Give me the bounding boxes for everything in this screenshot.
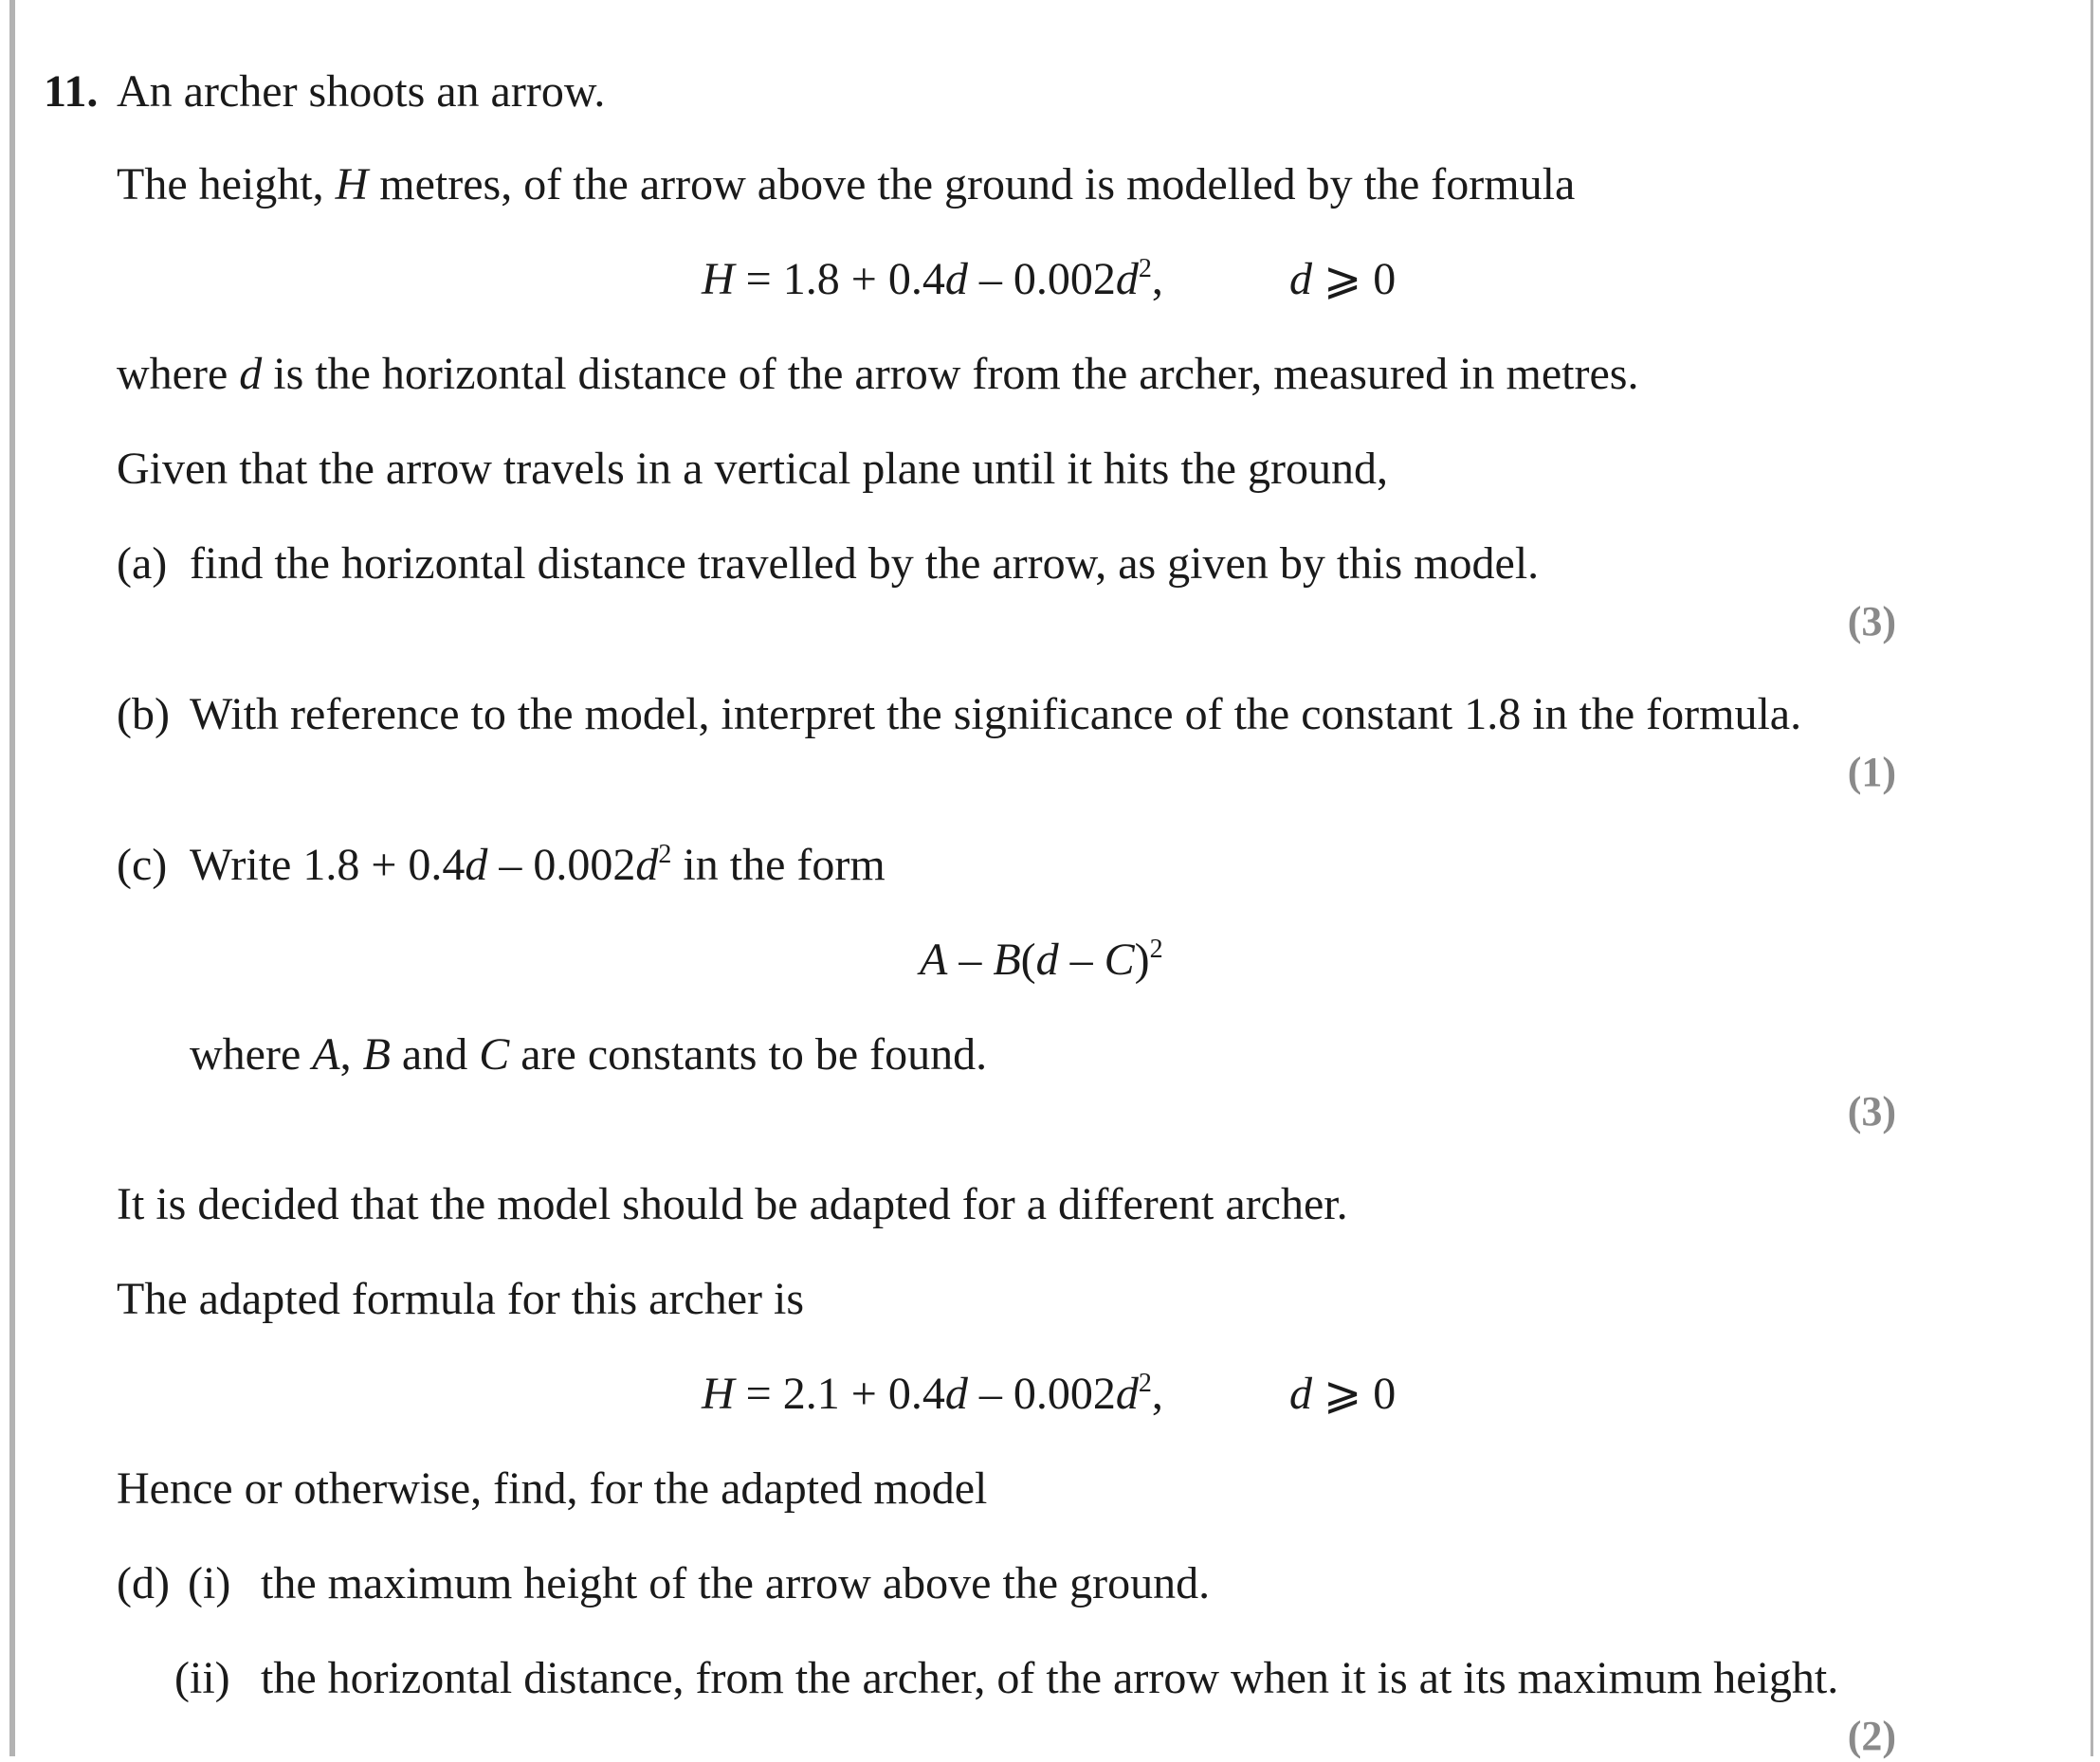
form-C: C [1104,935,1135,985]
adapt-statement-2: The adapted formula for this archer is [117,1274,805,1324]
formula-1-d2: d [1115,254,1139,304]
part-c-where-post: are constants to be found. [509,1029,988,1080]
part-c-label: (c) [117,840,168,890]
question-number: 11. [44,66,99,117]
part-c-exp: 2 [658,840,672,869]
part-d-i-text: the maximum height of the arrow above the ground. [261,1558,1211,1608]
height-text-post: metres, of the arrow above the ground is modelled by the formula [368,159,1576,209]
formula-2-d2: d [1115,1369,1139,1419]
where-d-description [117,347,1638,402]
form-minus: – [947,935,994,985]
formula-2-lhs: H [702,1369,735,1419]
formula-2-eq: = 2.1 + 0.4 [734,1369,945,1419]
question-header [44,64,98,119]
formula-2-mid: – 0.002 [967,1369,1116,1419]
part-c-C: C [479,1029,510,1080]
formula-2-d1: d [944,1369,968,1419]
form-open-paren: ( [1020,935,1036,985]
formula-1-eq: = 1.8 + 0.4 [734,254,945,304]
formula-1-comma: , [1151,254,1163,304]
formula-2-cond-var: d [1289,1369,1312,1419]
where-post: is the horizontal distance of the arrow from the archer, measured in metres. [262,349,1639,399]
part-b-text: With reference to the model, interpret the significance of the constant 1.8 in the formula. [190,689,1802,739]
form-exp: 2 [1149,935,1163,964]
formula-1-cond-var: d [1289,254,1312,304]
given-statement: Given that the arrow travels in a vertical plane until it hits the ground, [117,444,1388,494]
part-a-text: find the horizontal distance travelled by the arrow, as given by this model. [190,538,1540,589]
part-d-label: (d) [117,1558,170,1608]
where-pre: where [117,349,240,399]
part-c-B: B [362,1029,391,1080]
part-a-marks: (3) [1847,598,1896,645]
formula-1-lhs: H [702,254,735,304]
part-c-text-pre: Write 1.8 + 0.4 [190,840,466,890]
part-d-ii-label: (ii) [174,1653,230,1703]
form-d: d [1035,935,1059,985]
formula-2-cond-rest: ⩾ 0 [1312,1369,1397,1419]
page-border-right [2091,0,2093,1756]
formula-1-d1: d [944,254,968,304]
part-d-marks: (2) [1847,1713,1896,1759]
part-c-where-pre: where [190,1029,313,1080]
height-description [117,157,1575,212]
part-c-form [920,933,1163,988]
height-variable: H [335,159,369,209]
formula-2-exp: 2 [1138,1369,1152,1398]
part-b-marks: (1) [1847,749,1896,795]
part-c-d2: d [635,840,659,890]
hence-statement: Hence or otherwise, find, for the adapted model [117,1463,988,1514]
page-border-left [9,0,15,1756]
part-c-text [190,838,886,893]
formula-1-cond-rest: ⩾ 0 [1312,254,1397,304]
formula-1-mid: – 0.002 [967,254,1116,304]
part-c-and: and [390,1029,480,1080]
part-c-sep: , [339,1029,363,1080]
question-intro: An archer shoots an arrow. [117,66,606,117]
form-A: A [920,935,948,985]
part-b-label: (b) [117,689,170,739]
part-c-A: A [312,1029,340,1080]
formula-2-comma: , [1151,1369,1163,1419]
part-c-marks: (3) [1847,1088,1896,1135]
part-d-i-label: (i) [188,1558,231,1608]
part-c-where [190,1027,987,1082]
part-c-mid: – 0.002 [487,840,636,890]
form-close-paren: ) [1134,935,1150,985]
adapt-statement-1: It is decided that the model should be adapted for a different archer. [117,1179,1348,1229]
height-text-pre: The height, [117,159,336,209]
part-d-ii-text: the horizontal distance, from the archer, of the arrow when it is at its maximum height. [261,1653,1839,1703]
formula-1 [702,252,1163,307]
formula-1-exp: 2 [1138,254,1152,283]
part-c-d1: d [465,840,488,890]
part-c-text-post: in the form [671,840,886,890]
part-a-label: (a) [117,538,168,589]
formula-2 [702,1367,1163,1422]
where-var: d [239,349,263,399]
formula-1-condition [1289,252,1396,307]
form-B: B [993,935,1021,985]
formula-2-condition [1289,1367,1396,1422]
form-minus-2: – [1058,935,1105,985]
